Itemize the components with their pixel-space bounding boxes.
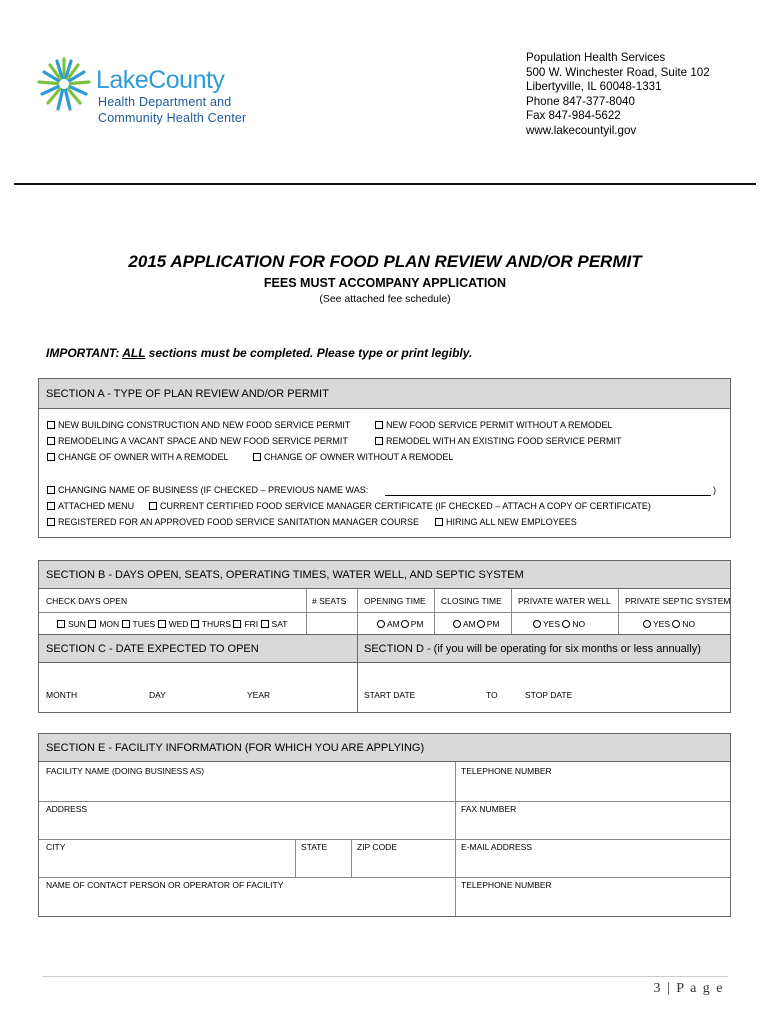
starburst-logo-icon [36,56,92,112]
org-name: LakeCounty [96,66,225,94]
checkbox[interactable] [435,518,443,526]
contact-person-label: NAME OF CONTACT PERSON OR OPERATOR OF FACILITY [46,880,284,890]
col-private-septic: PRIVATE SEPTIC SYSTEM [625,596,731,606]
open-month-label: MONTH [46,690,78,700]
checkbox[interactable] [57,620,65,628]
facility-name-label: FACILITY NAME (DOING BUSINESS AS) [46,766,205,776]
water-well-yes-no: YES NO [533,619,585,629]
checkbox[interactable] [261,620,269,628]
radio-am-close[interactable] [453,620,461,628]
telephone-label: TELEPHONE NUMBER [461,766,552,776]
section-b-c-d [38,560,731,713]
checkbox[interactable] [375,437,383,445]
radio-pm-close[interactable] [477,620,485,628]
option-attached-menu[interactable]: ATTACHED MENU [47,501,134,511]
radio-septic-no[interactable] [672,620,680,628]
checkbox[interactable] [47,502,55,510]
footer-divider [42,976,728,977]
col-opening-time: OPENING TIME [364,596,426,606]
contact-telephone-label: TELEPHONE NUMBER [461,880,552,890]
state-label: STATE [301,842,328,852]
section-c-header: SECTION C - DATE EXPECTED TO OPEN [46,643,259,655]
fax-label: FAX NUMBER [461,804,517,814]
address-line: 500 W. Winchester Road, Suite 102 [526,65,710,79]
day-sun[interactable]: SUN [57,619,86,629]
checkbox[interactable] [158,620,166,628]
city-label: CITY [46,842,66,852]
option-remodel-existing[interactable]: REMODEL WITH AN EXISTING FOOD SERVICE PERMIT [375,436,622,446]
section-e-header: SECTION E - FACILITY INFORMATION (FOR WHICH YOU ARE APPLYING) [39,734,730,762]
opening-ampm: AM PM [377,619,424,629]
option-remodel-vacant[interactable]: REMODELING A VACANT SPACE AND NEW FOOD SERVICE PERMIT [47,436,348,446]
important-prefix: IMPORTANT: [46,346,120,360]
checkbox[interactable] [253,453,261,461]
checkbox[interactable] [47,421,55,429]
section-a [38,378,731,538]
checkbox[interactable] [191,620,199,628]
closing-ampm: AM PM [453,619,500,629]
section-e [38,733,731,917]
checkbox[interactable] [47,486,55,494]
seats-input[interactable] [307,613,357,634]
checkbox[interactable] [233,620,241,628]
important-text: sections must be completed. Please type or print legibly. [148,346,473,360]
lake-county-logo [36,52,276,132]
option-hiring-new[interactable]: HIRING ALL NEW EMPLOYEES [435,517,577,527]
radio-am-open[interactable] [377,620,385,628]
radio-water-yes[interactable] [533,620,541,628]
checkbox[interactable] [47,518,55,526]
address-line: Population Health Services [526,51,666,64]
section-d-header: SECTION D - (if you will be operating for six months or less annually) [364,643,701,655]
website-link[interactable]: www.lakecountyil.gov [526,123,637,137]
option-registered-course[interactable]: REGISTERED FOR AN APPROVED FOOD SERVICE SANITATION MANAGER COURSE [47,517,419,527]
col-seats: # SEATS [312,596,347,606]
open-day-label: DAY [149,690,166,700]
address-line: Phone 847-377-8040 [526,94,635,108]
org-subtitle-2: Community Health Center [98,111,247,125]
option-new-building[interactable]: NEW BUILDING CONSTRUCTION AND NEW FOOD SERVICE PERMIT [47,420,350,430]
important-all: ALL [122,346,146,360]
option-owner-with-remodel[interactable]: CHANGE OF OWNER WITH A REMODEL [47,452,229,462]
section-a-header: SECTION A - TYPE OF PLAN REVIEW AND/OR PERMIT [39,379,730,409]
radio-water-no[interactable] [562,620,570,628]
header-divider [14,183,756,185]
contact-address-block [526,51,710,139]
checkbox[interactable] [47,437,55,445]
option-changing-name[interactable]: CHANGING NAME OF BUSINESS (IF CHECKED – PREVIOUS NAME WAS: [47,485,368,495]
previous-name-field[interactable] [385,495,711,496]
stop-date-label: STOP DATE [525,690,573,700]
previous-name-close: ) [713,485,716,495]
radio-pm-open[interactable] [401,620,409,628]
day-wed[interactable]: WED [158,619,189,629]
address-line: Libertyville, IL 60048-1331 [526,80,662,94]
checkbox[interactable] [149,502,157,510]
checkbox[interactable] [375,421,383,429]
zip-label: ZIP CODE [357,842,397,852]
option-manager-certificate[interactable]: CURRENT CERTIFIED FOOD SERVICE MANAGER CERTIFICATE (IF CHECKED – ATTACH A COPY OF CERTIFICATE) [149,501,651,511]
email-label: E-MAIL ADDRESS [461,842,533,852]
org-subtitle-1: Health Department and [98,95,232,109]
to-label: TO [486,690,498,700]
septic-yes-no: YES NO [643,619,695,629]
days-checkboxes [57,619,287,629]
address-line: Fax 847-984-5622 [526,109,621,123]
page-subtitle: FEES MUST ACCOMPANY APPLICATION [263,276,507,290]
option-owner-without-remodel[interactable]: CHANGE OF OWNER WITHOUT A REMODEL [253,452,453,462]
fee-schedule-note: (See attached fee schedule) [319,293,451,305]
col-check-days: CHECK DAYS OPEN [46,596,128,606]
open-year-label: YEAR [247,690,271,700]
section-b-header: SECTION B - DAYS OPEN, SEATS, OPERATING TIMES, WATER WELL, AND SEPTIC SYSTEM [39,561,730,589]
col-private-water-well: PRIVATE WATER WELL [518,596,611,606]
day-fri[interactable]: FRI [233,619,258,629]
page-title: 2015 APPLICATION FOR FOOD PLAN REVIEW AND/OR PERMIT [128,252,642,271]
option-new-permit-no-remodel[interactable]: NEW FOOD SERVICE PERMIT WITHOUT A REMODEL [375,420,613,430]
col-closing-time: CLOSING TIME [441,596,502,606]
checkbox[interactable] [88,620,96,628]
start-date-label: START DATE [364,690,416,700]
day-tues[interactable]: TUES [122,619,156,629]
important-notice [46,346,472,360]
checkbox[interactable] [47,453,55,461]
page-number: 3 | P a g e [653,981,724,996]
day-mon[interactable]: MON [88,619,119,629]
address-label: ADDRESS [46,804,88,814]
day-sat[interactable]: SAT [261,619,288,629]
checkbox[interactable] [122,620,130,628]
day-thurs[interactable]: THURS [191,619,231,629]
radio-septic-yes[interactable] [643,620,651,628]
